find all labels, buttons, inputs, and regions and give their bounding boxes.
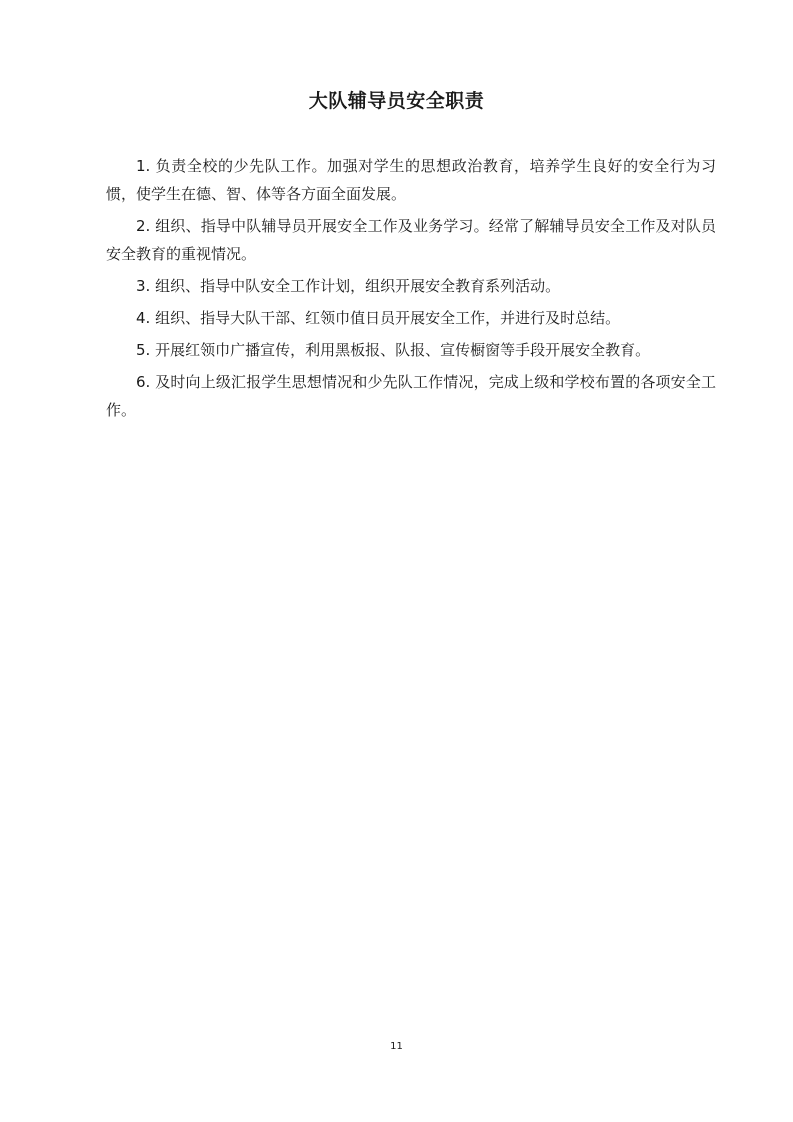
paragraph-5: 5. 开展红领巾广播宣传，利用黑板报、队报、宣传橱窗等手段开展安全教育。 bbox=[136, 341, 651, 359]
page-number: 11 bbox=[390, 1041, 403, 1052]
paragraph-3: 3. 组织、指导中队安全工作计划，组织开展安全教育系列活动。 bbox=[136, 277, 561, 295]
paragraph-2: 2. 组织、指导中队辅导员开展安全工作及业务学习。经常了解辅导员安全工作及对队员安全教育的重视情况。 bbox=[106, 217, 716, 263]
document-title: 大队辅导员安全职责 bbox=[308, 90, 485, 112]
paragraph-4: 4. 组织、指导大队干部、红领巾值日员开展安全工作，并进行及时总结。 bbox=[136, 309, 621, 327]
paragraph-1: 1. 负责全校的少先队工作。加强对学生的思想政治教育，培养学生良好的安全行为习惯，使学生在德、智、体等各方面全面发展。 bbox=[106, 157, 716, 203]
document-body bbox=[106, 152, 716, 428]
paragraph-6: 6. 及时向上级汇报学生思想情况和少先队工作情况，完成上级和学校布置的各项安全工作。 bbox=[106, 373, 716, 419]
